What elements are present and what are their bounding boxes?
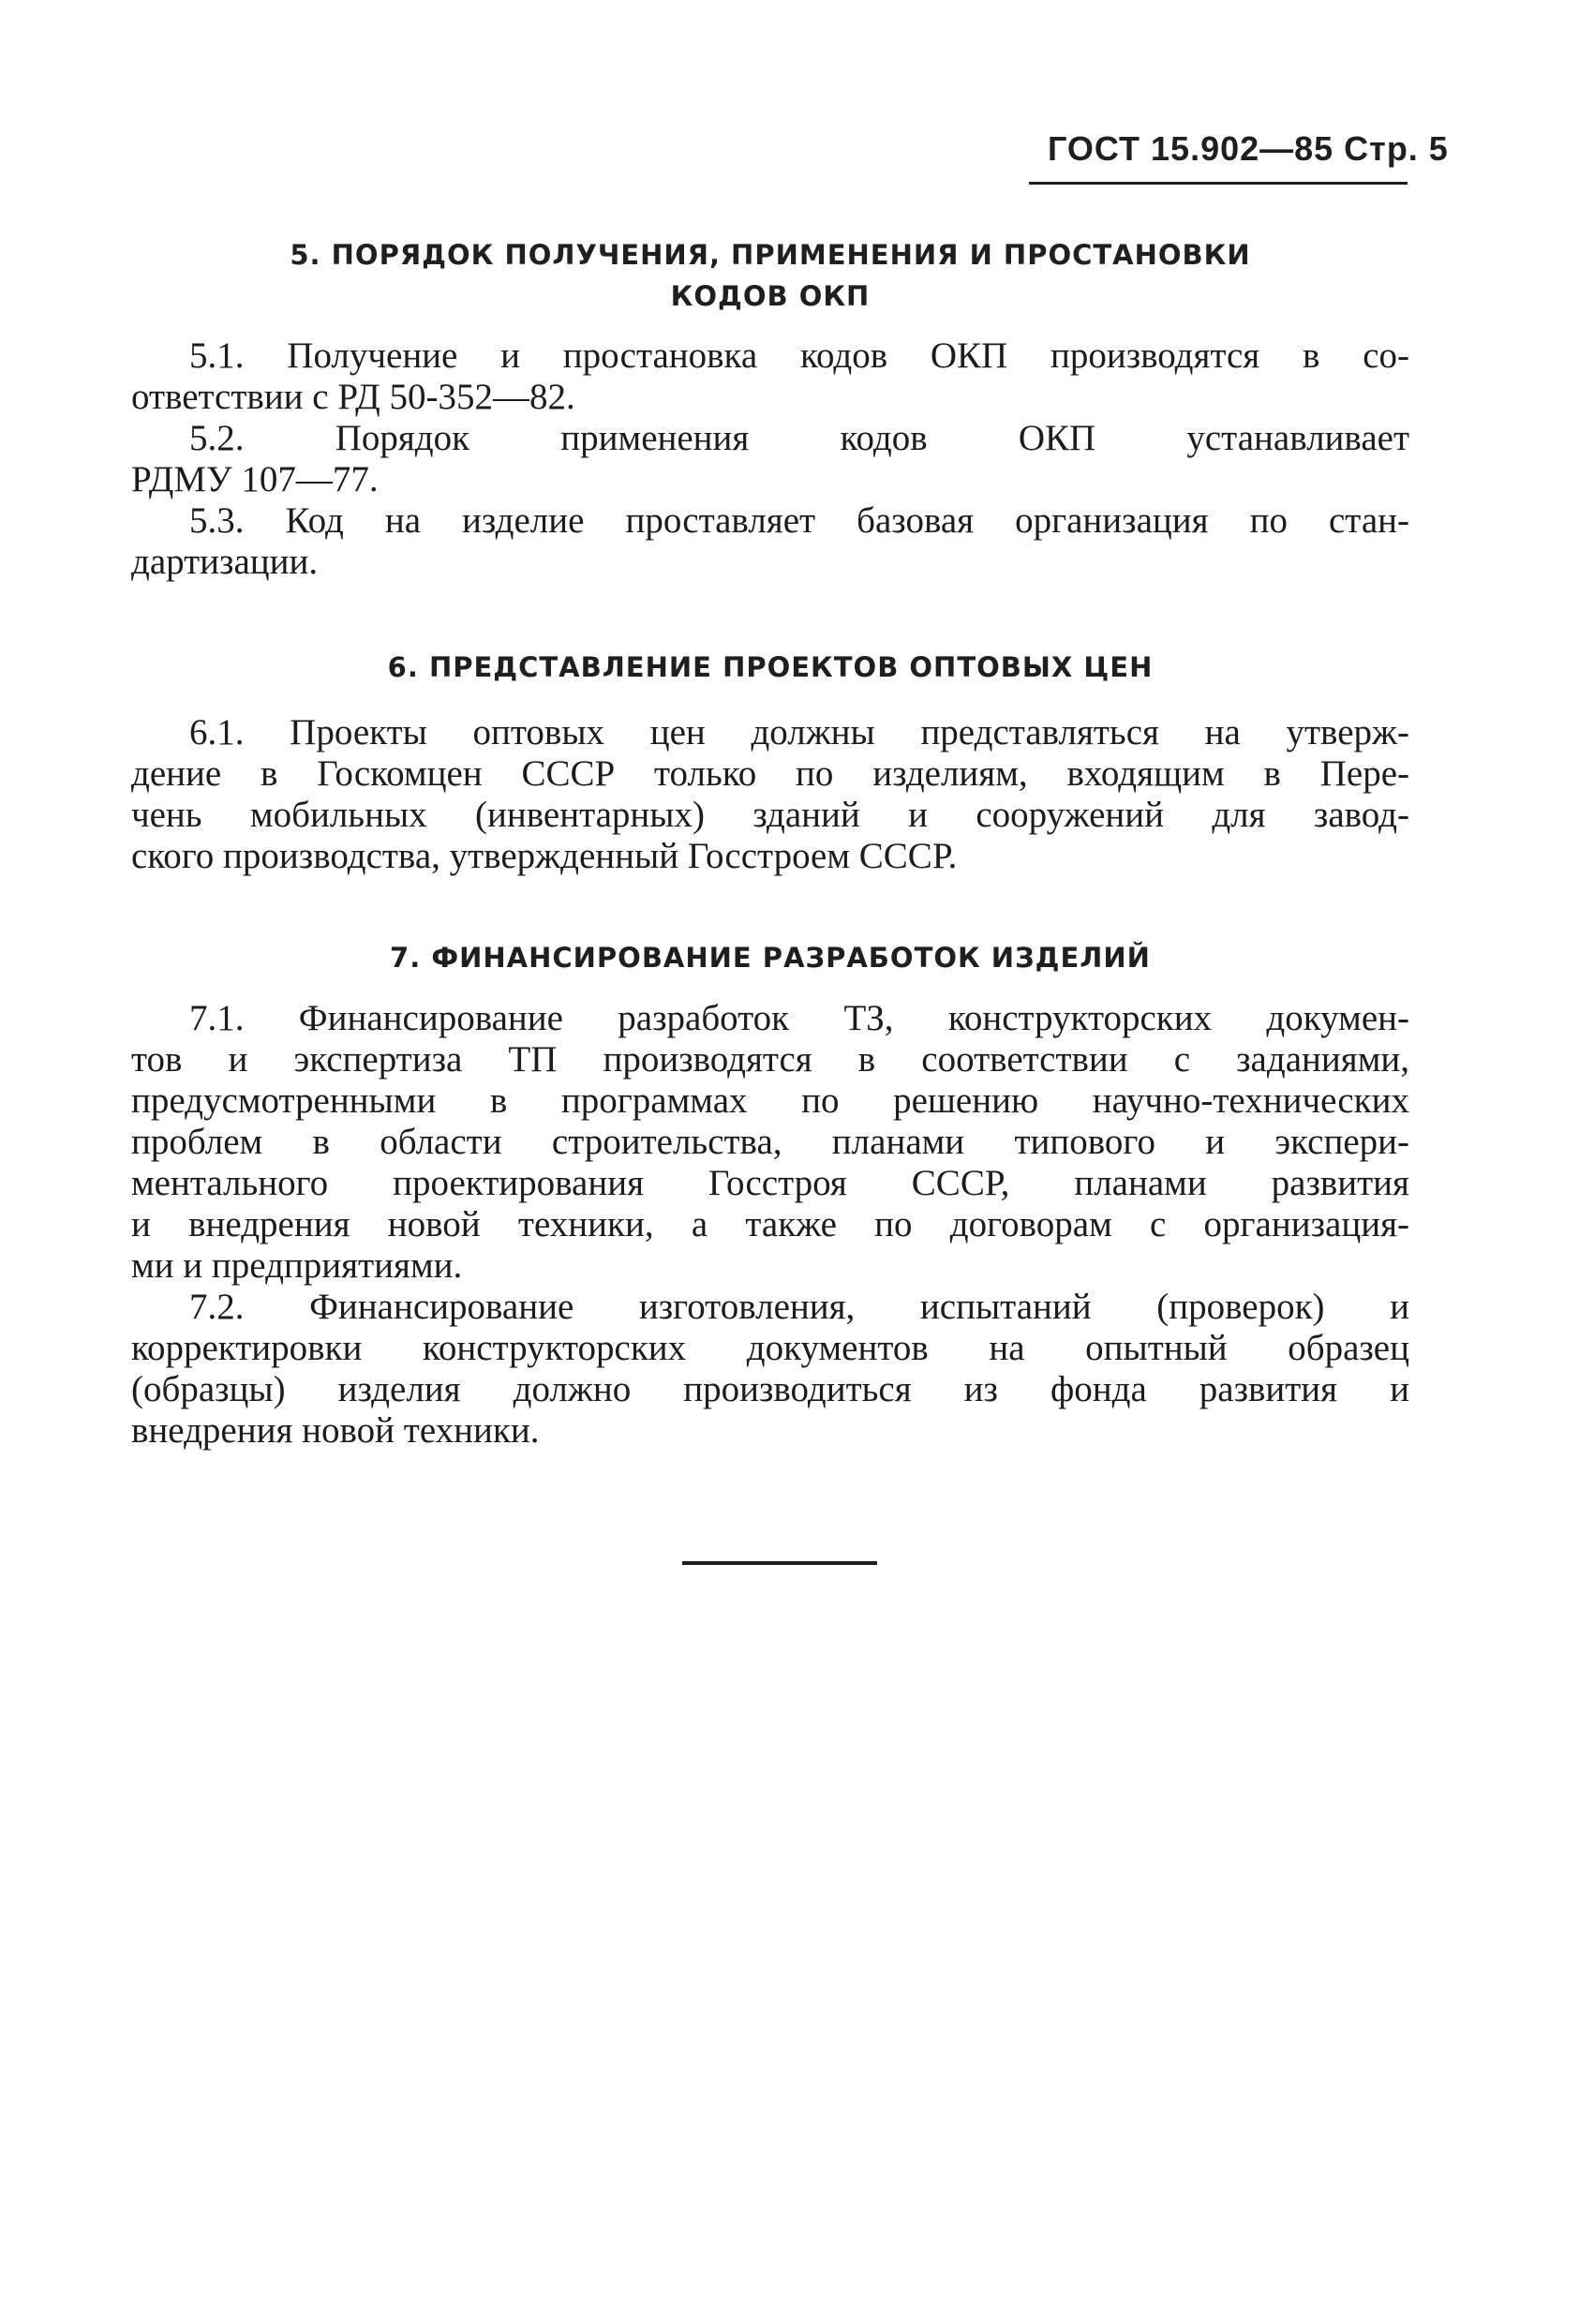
paragraph-7-2 bbox=[131, 1287, 1409, 1452]
section-5-body bbox=[131, 335, 1409, 583]
section-6-body bbox=[131, 712, 1409, 877]
section-7-body bbox=[131, 998, 1409, 1452]
section-5-heading-line1: 5. ПОРЯДОК ПОЛУЧЕНИЯ, ПРИМЕНЕНИЯ И ПРОСТАНОВКИ bbox=[290, 239, 1251, 271]
section-6-heading bbox=[131, 647, 1409, 688]
paragraph-6-1 bbox=[131, 712, 1409, 877]
paragraph-line: 5.3. Код на изделие проставляет базовая организация по стан- bbox=[189, 500, 1409, 541]
paragraph-line: 5.1. Получение и простановка кодов ОКП производятся в со- bbox=[189, 335, 1409, 376]
paragraph-line: дение в Госкомцен СССР только по изделиям, входящим в Пере- bbox=[131, 753, 1409, 794]
paragraph-line: ответствии с РД 50-352—82. bbox=[131, 377, 575, 417]
paragraph-line: (образцы) изделия должно производиться из фонда развития и bbox=[131, 1369, 1409, 1409]
paragraph-7-1 bbox=[131, 998, 1409, 1287]
paragraph-line: тов и экспертиза ТП производятся в соответствии с заданиями, bbox=[131, 1039, 1409, 1080]
paragraph-5-3 bbox=[131, 500, 1409, 583]
paragraph-line: дартизации. bbox=[131, 542, 319, 582]
paragraph-line: внедрения новой техники. bbox=[131, 1410, 540, 1451]
section-7-heading bbox=[131, 937, 1409, 978]
paragraph-5-1 bbox=[131, 335, 1409, 418]
paragraph-line: 6.1. Проекты оптовых цен должны представляться на утверж- bbox=[189, 712, 1409, 752]
paragraph-line: 7.2. Финансирование изготовления, испытаний (проверок) и bbox=[189, 1287, 1409, 1327]
paragraph-line: чень мобильных (инвентарных) зданий и сооружений для завод- bbox=[131, 795, 1409, 835]
header-rule bbox=[1029, 182, 1408, 185]
paragraph-line: ми и предприятиями. bbox=[131, 1245, 463, 1286]
section-6-heading-line: 6. ПРЕДСТАВЛЕНИЕ ПРОЕКТОВ ОПТОВЫХ ЦЕН bbox=[387, 651, 1154, 683]
paragraph-line: РДМУ 107—77. bbox=[131, 459, 379, 499]
paragraph-line: корректировки конструкторских документов на опытный образец bbox=[131, 1328, 1409, 1368]
end-rule bbox=[682, 1561, 877, 1565]
paragraph-line: и внедрения новой техники, а также по договорам с организация- bbox=[131, 1204, 1409, 1244]
paragraph-line: 7.1. Финансирование разработок ТЗ, конструкторских докумен- bbox=[189, 998, 1409, 1038]
paragraph-line: проблем в области строительства, планами типового и экспери- bbox=[131, 1122, 1409, 1162]
paragraph-line: предусмотренными в программах по решению научно-технических bbox=[131, 1080, 1409, 1121]
paragraph-line: ского производства, утвержденный Госстроем СССР. bbox=[131, 836, 958, 876]
section-7-heading-line: 7. ФИНАНСИРОВАНИЕ РАЗРАБОТОК ИЗДЕЛИЙ bbox=[390, 942, 1151, 974]
section-5-heading bbox=[131, 234, 1409, 317]
paragraph-5-2 bbox=[131, 418, 1409, 500]
paragraph-line: 5.2. Порядок применения кодов ОКП устанавливает bbox=[189, 418, 1409, 458]
paragraph-line: ментального проектирования Госстроя СССР, планами развития bbox=[131, 1163, 1409, 1203]
running-header: ГОСТ 15.902—85 Стр. 5 bbox=[1048, 129, 1449, 168]
section-5-heading-line2: КОДОВ ОКП bbox=[670, 280, 871, 312]
